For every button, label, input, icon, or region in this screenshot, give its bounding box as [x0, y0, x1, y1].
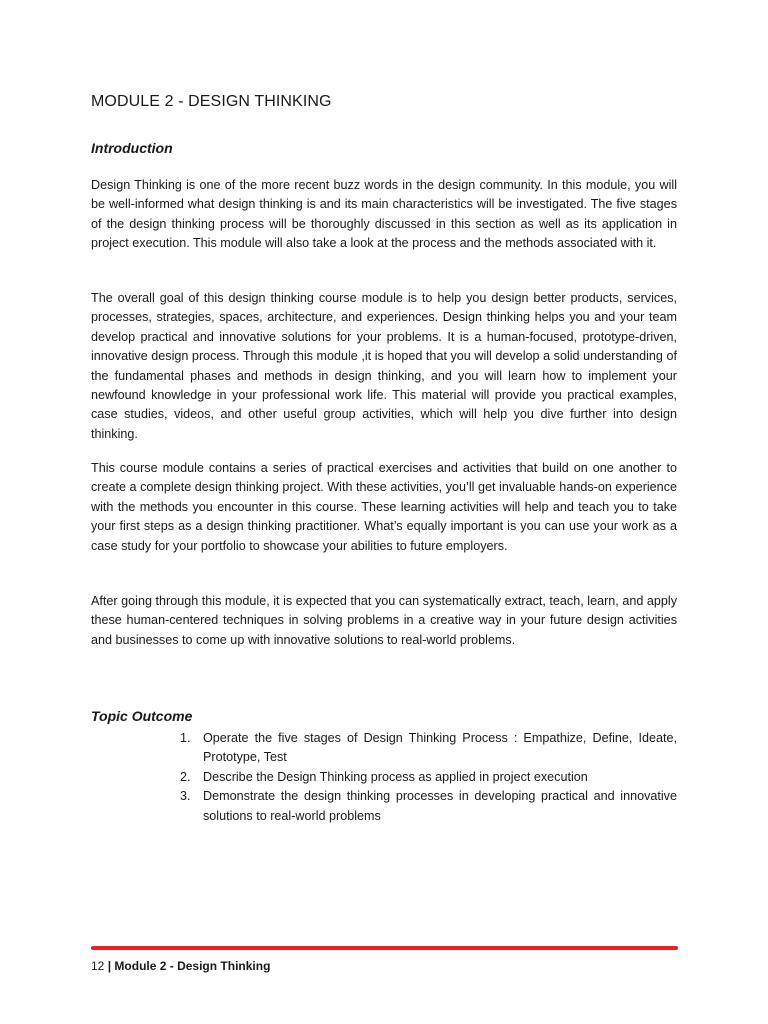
intro-paragraph-4: After going through this module, it is expected that you can systematically extract, teach, learn, and apply these human-centered techniques in solving problems in a creative way in your future design activities and businesses to come up with innovative solutions to real-world problems.	[91, 594, 677, 647]
intro-paragraph-1: Design Thinking is one of the more recent buzz words in the design community. In this module, you will be well-informed what design thinking is and its main characteristics will be investigated. The five stages of the design thinking process will be thoroughly discussed in this section as well as its application in project execution. This module will also take a look at the process and the methods associated with it.	[91, 178, 677, 251]
list-item-number: 1.	[180, 731, 191, 745]
list-item	[180, 729, 677, 768]
topic-outcome-heading: Topic Outcome	[91, 708, 193, 724]
footer-divider	[91, 946, 678, 950]
list-item-number: 3.	[180, 789, 191, 804]
footer-title: Module 2 - Design Thinking	[114, 959, 271, 973]
topic-outcome-list	[180, 729, 677, 826]
list-item	[180, 768, 677, 787]
list-item-text: Operate the five stages of Design Thinking Process : Empathize, Define, Ideate, Prototype, Test	[203, 731, 677, 765]
page-number: 12	[91, 959, 105, 973]
page-footer	[91, 958, 270, 974]
intro-paragraph-3: This course module contains a series of practical exercises and activities that build on one another to create a complete design thinking project. With these activities, you’ll get invaluable hands-on experience with the methods you encounter in this course. These learning activities will help and teach you to take your first steps as a design thinking practitioner. What’s equally important is you can use your work as a case study for your portfolio to showcase your abilities to future employers.	[91, 461, 677, 553]
intro-paragraph-2: The overall goal of this design thinking course module is to help you design better products, services, processes, strategies, spaces, architecture, and experiences. Design thinking helps you and your team develop practical and innovative solutions for your problems. It is a human-focused, prototype-driven, innovative design process. Through this module ,it is hoped that you will develop a solid understanding of the fundamental phases and methods in design thinking, and you will learn how to implement your newfound knowledge in your professional work life. This material will provide you practical examples, case studies, videos, and other useful group activities, which will help you dive further into design thinking.	[91, 291, 677, 441]
list-item-number: 2.	[180, 769, 191, 784]
module-title: MODULE 2 - DESIGN THINKING	[91, 93, 332, 110]
list-item-text: Demonstrate the design thinking processes in developing practical and innovative solutions to real-world problems	[203, 789, 677, 823]
introduction-heading: Introduction	[91, 140, 173, 156]
list-item	[180, 787, 677, 826]
list-item-text: Describe the Design Thinking process as applied in project execution	[203, 769, 588, 784]
footer-separator: |	[107, 959, 112, 973]
